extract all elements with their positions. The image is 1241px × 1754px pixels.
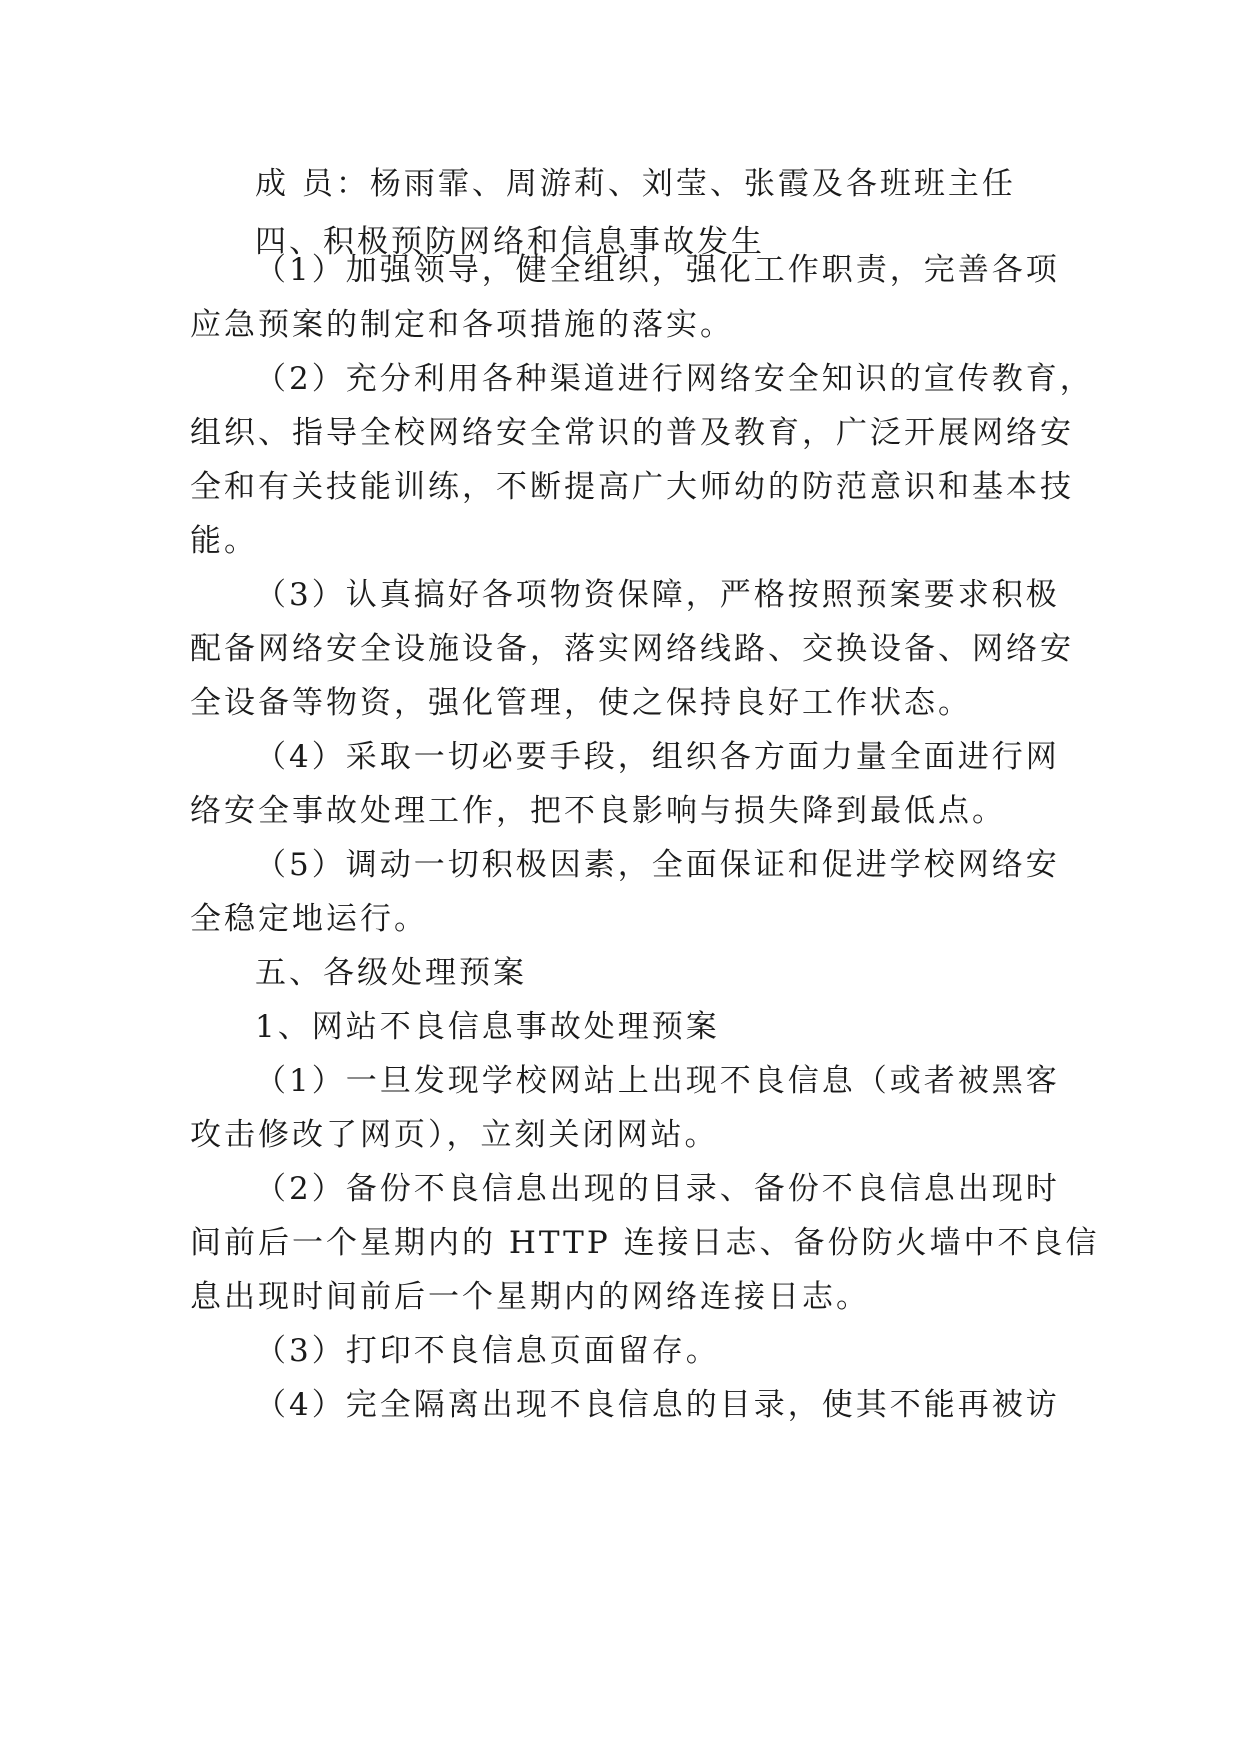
paragraph-line: （2）备份不良信息出现的目录、备份不良信息出现时 xyxy=(255,1171,1060,1207)
paragraph-line: 应急预案的制定和各项措施的落实。 xyxy=(190,307,734,343)
paragraph-line: （3）打印不良信息页面留存。 xyxy=(255,1333,720,1369)
paragraph-line: 间前后一个星期内的 HTTP 连接日志、备份防火墙中不良信 xyxy=(190,1225,1100,1261)
paragraph-line: 能。 xyxy=(190,523,258,559)
paragraph-line: （4）采取一切必要手段，组织各方面力量全面进行网 xyxy=(255,739,1060,775)
paragraph-line: （2）充分利用各种渠道进行网络安全知识的宣传教育， xyxy=(255,361,1094,397)
paragraph-line: （4）完全隔离出现不良信息的目录，使其不能再被访 xyxy=(255,1387,1060,1423)
paragraph-line: 全和有关技能训练，不断提高广大师幼的防范意识和基本技 xyxy=(190,469,1074,505)
subsection-heading-1: 1、网站不良信息事故处理预案 xyxy=(255,1009,720,1045)
members-line: 成 员：杨雨霏、周游莉、刘莹、张霞及各班班主任 xyxy=(255,166,1016,202)
paragraph-line: 全稳定地运行。 xyxy=(190,901,428,937)
paragraph-line: 攻击修改了网页），立刻关闭网站。 xyxy=(190,1117,719,1153)
paragraph-line: （5）调动一切积极因素，全面保证和促进学校网络安 xyxy=(255,847,1060,883)
paragraph-line: 配备网络安全设施设备，落实网络线路、交换设备、网络安 xyxy=(190,631,1074,667)
paragraph-line: （1）加强领导，健全组织，强化工作职责，完善各项 xyxy=(255,252,1060,288)
paragraph-line: 息出现时间前后一个星期内的网络连接日志。 xyxy=(190,1279,870,1315)
paragraph-line: 组织、指导全校网络安全常识的普及教育，广泛开展网络安 xyxy=(190,415,1074,451)
section-heading-4: 四、积极预防网络和信息事故发生 xyxy=(255,224,765,260)
section-heading-5: 五、各级处理预案 xyxy=(255,955,527,991)
paragraph-line: （3）认真搞好各项物资保障，严格按照预案要求积极 xyxy=(255,577,1060,613)
paragraph-line: 全设备等物资，强化管理，使之保持良好工作状态。 xyxy=(190,685,972,721)
paragraph-line: 络安全事故处理工作，把不良影响与损失降到最低点。 xyxy=(190,793,1006,829)
paragraph-line: （1）一旦发现学校网站上出现不良信息（或者被黑客 xyxy=(255,1063,1060,1099)
